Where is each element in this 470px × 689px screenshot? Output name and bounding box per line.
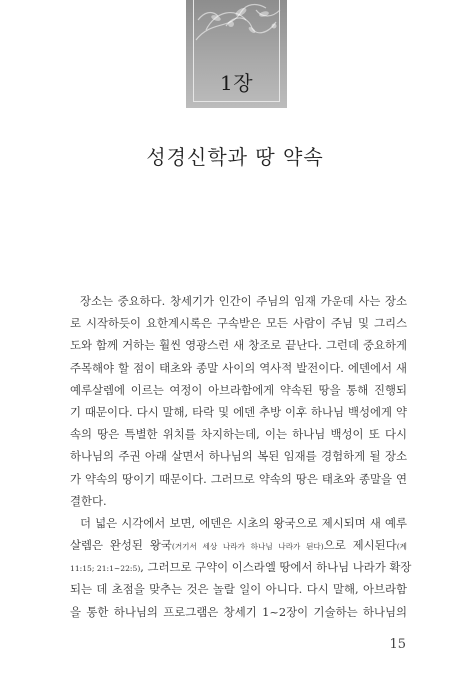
text-line [70,468,407,490]
text-line-segment: 예루살렘에 이르는 여정이 아브라함에게 약속된 땅을 통해 진행되 [70,382,407,397]
text-line-segment: 하나님의 주권 아래 살면서 하나님의 복된 임재를 경험하게 될 장소 [70,449,407,464]
text-line-segment: 살렘은 완성된 왕국 [70,538,172,553]
text-line [70,534,407,556]
text-line-small: (거기서 세상 나라가 하나님 나라가 된다) [171,542,324,552]
body-text [70,290,412,623]
text-line [70,357,407,379]
text-line-segment: 기 때문이다. 다시 말해, 타락 및 에덴 추방 이후 하나님 백성에게 약 [70,404,407,419]
text-line-segment: 더 넓은 시각에서 보면, 에덴은 시초의 왕국으로 제시되며 새 예루 [80,515,407,530]
text-line [70,556,412,578]
text-line [70,290,407,312]
text-line-segment: 가 약속의 땅이기 때문이다. 그러므로 약속의 땅은 태초와 종말을 연 [70,471,407,486]
text-line [70,601,407,623]
text-line-small: 11:15; 21:1~22:5) [70,564,141,574]
text-line-segment: 장소는 중요하다. 창세기가 인간이 주님의 임재 가운데 사는 장소 [80,294,407,308]
text-line [70,312,407,334]
text-line [70,379,407,401]
text-line [70,490,407,512]
chapter-tab [186,0,287,108]
text-line-segment: 되는 데 초점을 맞추는 것은 놀랄 일이 아니다. 다시 말해, 아브라함 [70,582,407,597]
text-line [70,401,407,423]
page-number: 15 [389,637,406,652]
text-line-segment: 속의 땅은 특별한 위치를 차지하는데, 이는 하나님 백성이 또 다시 [70,427,407,442]
text-line-segment: 로 시작하듯이 요한계시록은 구속받은 모든 사람이 주님 및 그리스 [70,316,407,331]
text-line-segment: 결한다. [70,493,107,508]
text-line-small: (계 [396,542,407,552]
text-line [70,512,407,534]
text-line [70,578,407,600]
text-line-segment: 도와 함께 거하는 훨씬 영광스런 새 창조로 끝난다. 그런데 중요하게 [70,338,407,353]
text-line-segment: 을 통한 하나님의 프로그램은 창세기 1~2장이 기술하는 하나님의 [70,604,407,619]
text-line-segment: 주목해야 할 점이 태초와 종말 사이의 역사적 발전이다. 에덴에서 새 [70,360,407,375]
text-line-segment: , 그러므로 구약이 이스라엘 땅에서 하나님 나라가 확장 [140,560,412,575]
chapter-title: 성경신학과 땅 약속 [146,145,324,169]
text-line [70,445,407,467]
text-line [70,334,407,356]
chapter-number: 1장 [219,71,254,95]
text-line-segment: 으로 제시된다 [323,538,397,553]
text-line [70,423,407,445]
